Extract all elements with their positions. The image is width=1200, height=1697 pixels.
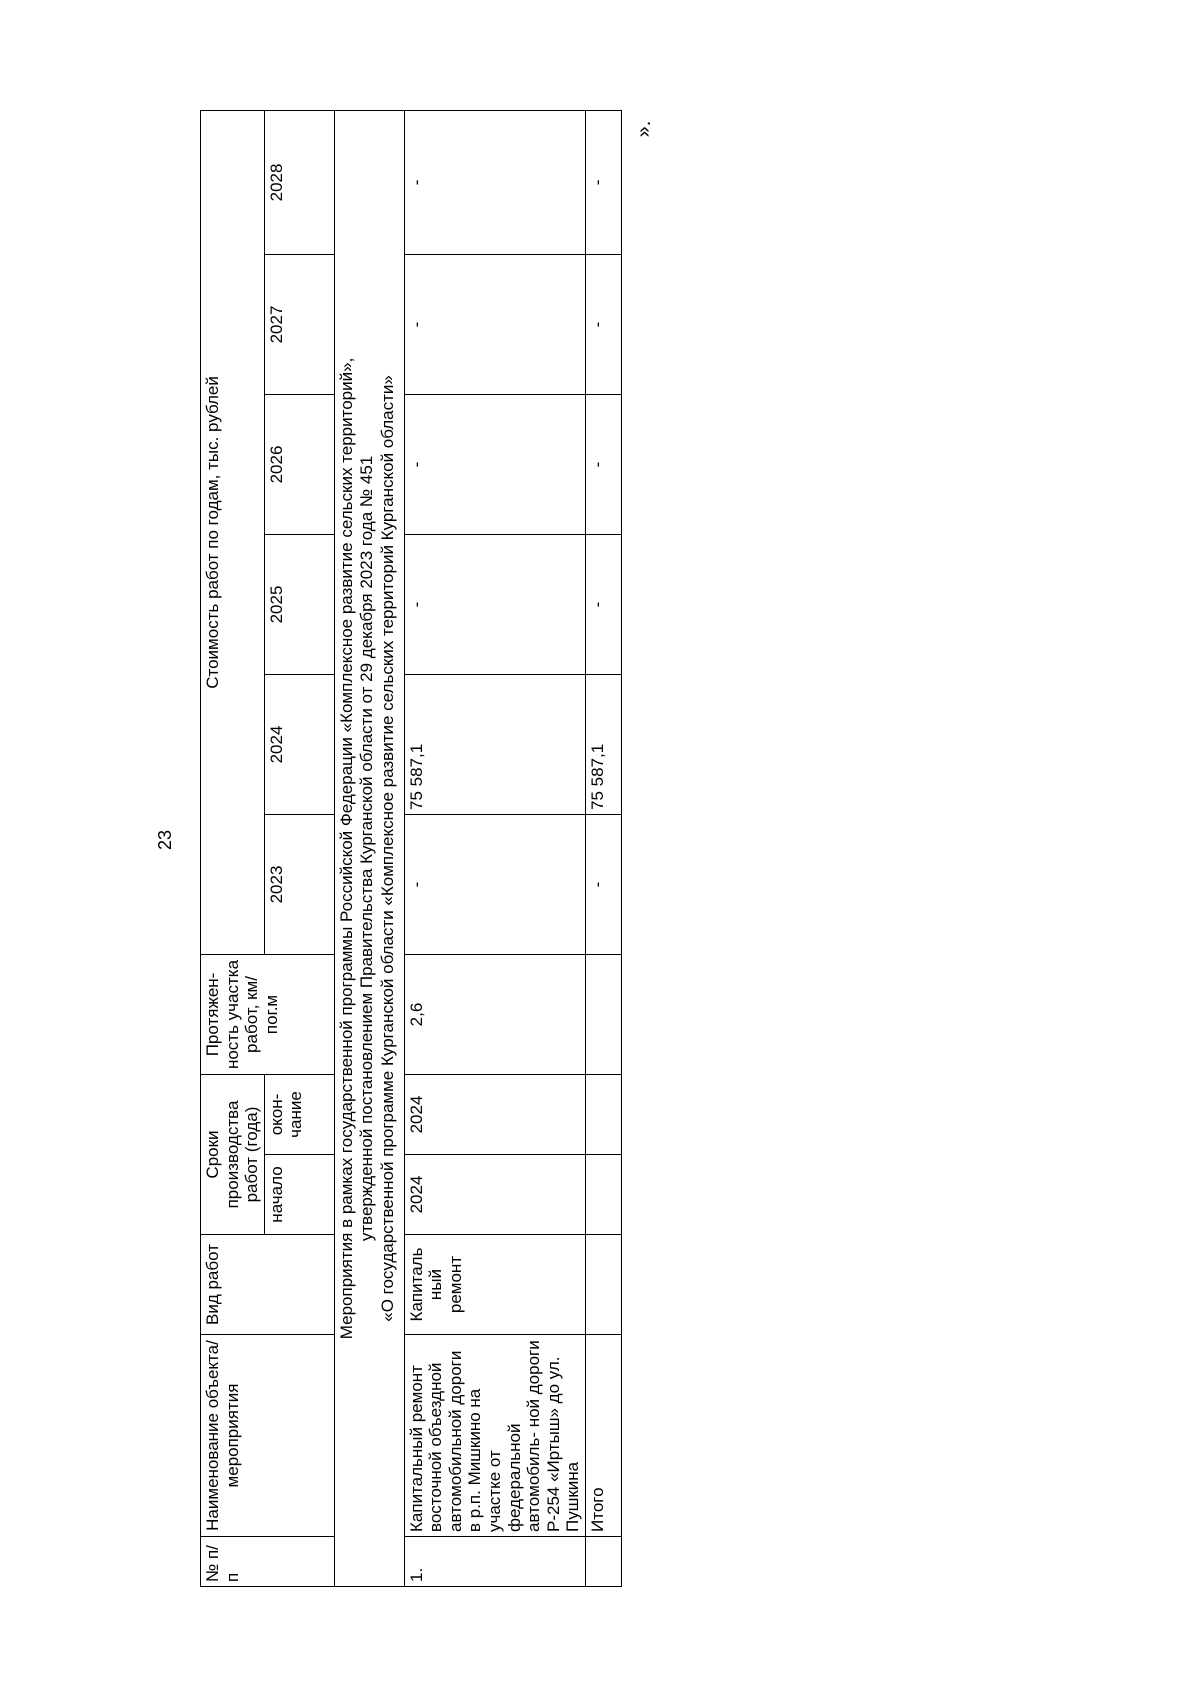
total-work-type <box>585 1235 621 1335</box>
total-cost: - <box>585 254 621 394</box>
row-end: 2024 <box>404 1074 585 1154</box>
row-cost: - <box>404 394 585 534</box>
total-cost: 75 587,1 <box>585 674 621 814</box>
cost-table-container <box>200 111 622 1587</box>
row-cost: 75 587,1 <box>404 674 585 814</box>
row-work-type: Капиталь ный ремонт <box>404 1235 585 1335</box>
table-row <box>404 110 585 1586</box>
header-year: 2023 <box>264 814 334 954</box>
section-title <box>334 110 404 1586</box>
header-end: окон- чание <box>264 1074 334 1154</box>
total-cost: - <box>585 110 621 254</box>
header-year: 2025 <box>264 534 334 674</box>
row-num: 1. <box>404 1537 585 1587</box>
total-cost: - <box>585 534 621 674</box>
page-number: 23 <box>155 829 175 851</box>
header-year: 2028 <box>264 110 334 254</box>
header-cost: Стоимость работ по годам, тыс. рублей <box>201 110 265 954</box>
header-length: Протяжен- ность участка работ, км/пог.м <box>201 954 335 1074</box>
total-num <box>585 1537 621 1587</box>
row-start: 2024 <box>404 1155 585 1235</box>
section-title-line: «О государственной программе Курганской области «Комплексное развитие сельских территорий Курганской области» <box>377 375 397 1322</box>
total-cost: - <box>585 394 621 534</box>
header-work-type: Вид работ <box>201 1235 335 1335</box>
section-title-line: утвержденной постановлением Правительства Курганской области от 29 декабря 2023 года № 451 <box>357 455 377 1242</box>
header-year: 2027 <box>264 254 334 394</box>
total-cost: - <box>585 814 621 954</box>
header-year: 2024 <box>264 674 334 814</box>
total-end <box>585 1074 621 1154</box>
row-cost: - <box>404 534 585 674</box>
row-length: 2,6 <box>404 954 585 1074</box>
row-cost: - <box>404 814 585 954</box>
total-length <box>585 954 621 1074</box>
section-title-line: Мероприятия в рамках государственной программы Российской Федерации «Комплексное развитие сельских территорий», <box>336 357 356 1340</box>
header-terms: Сроки производства работ (года) <box>201 1074 265 1234</box>
closing-quote: ». <box>633 120 655 138</box>
header-year: 2026 <box>264 394 334 534</box>
total-label: Итого <box>585 1335 621 1537</box>
total-start <box>585 1155 621 1235</box>
row-cost: - <box>404 254 585 394</box>
header-num: № п/п <box>201 1537 335 1587</box>
header-start: начало <box>264 1155 334 1235</box>
total-row <box>585 110 621 1586</box>
header-name: Наименование объекта/ мероприятия <box>201 1335 335 1537</box>
row-name: Капитальный ремонт восточной объездной автомобильной дороги в р.п. Мишкино на участке от федеральной автомобиль- ной дороги Р-254 «Иртыш» до ул. Пушкина <box>404 1335 585 1537</box>
cost-table <box>200 110 622 1587</box>
row-cost: - <box>404 110 585 254</box>
